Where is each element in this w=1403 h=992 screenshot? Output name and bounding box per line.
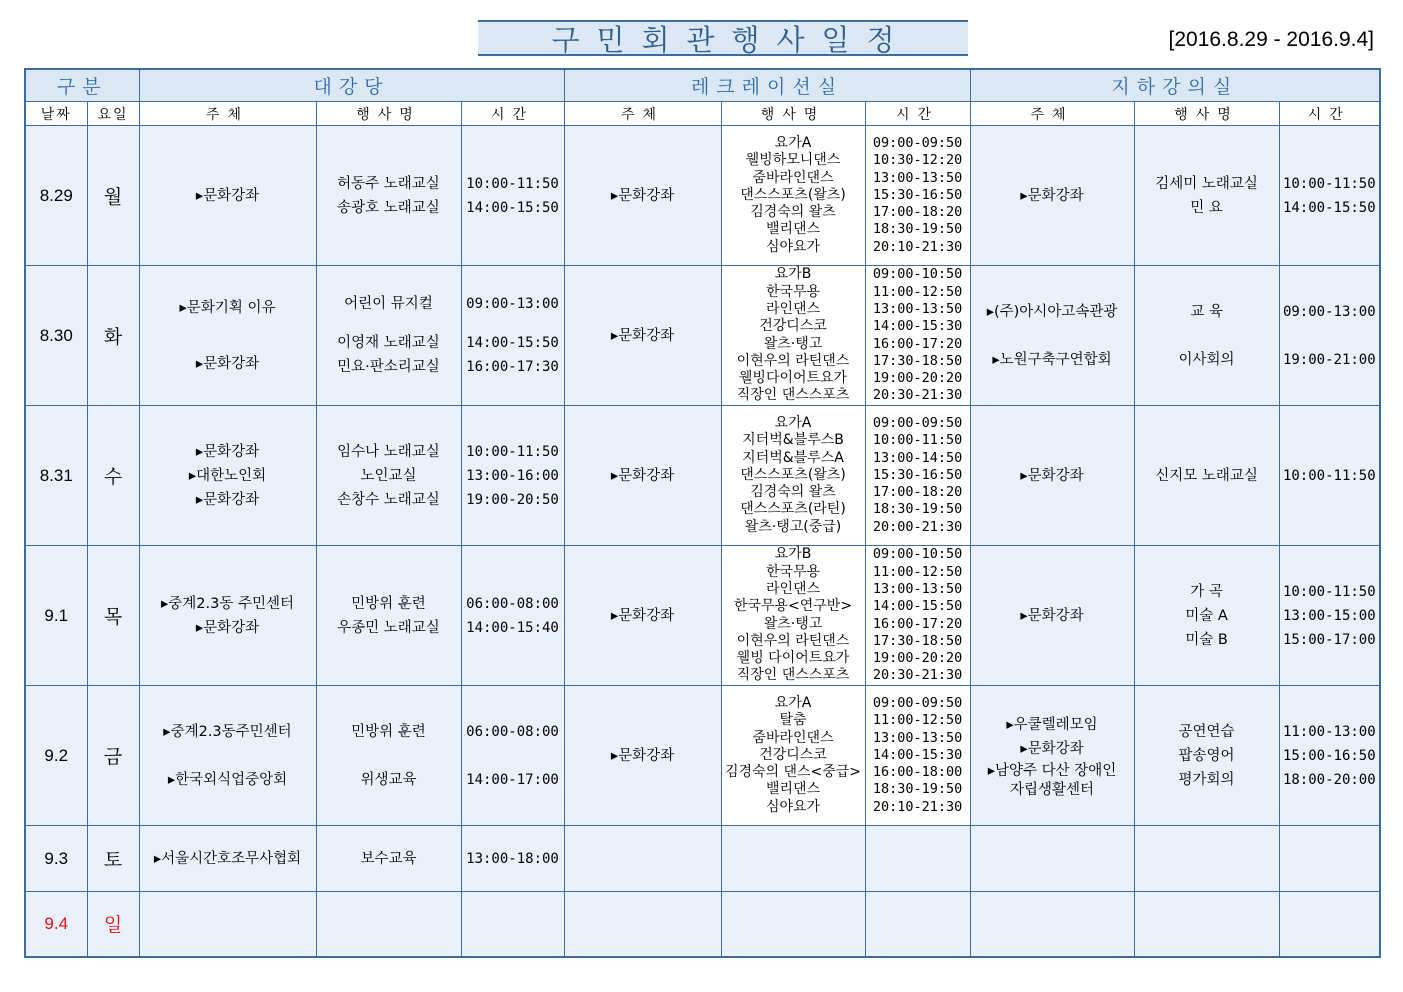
event-cell (316, 266, 461, 406)
date-cell: 9.4 (25, 892, 87, 957)
time-item: 16:00-18:00 (872, 764, 963, 781)
time-item: 20:10-21:30 (872, 238, 963, 255)
time-item: 20:00-21:30 (872, 518, 963, 535)
event-item: 가 곡 (1190, 583, 1223, 600)
event-item: 송광호 노래교실 (337, 199, 440, 216)
time-item: 19:00-21:00 (1282, 351, 1376, 368)
event-item: 웰빙하모니댄스 (745, 152, 841, 169)
event-item: 직장인 댄스스포츠 (736, 387, 850, 404)
host-cell (139, 686, 316, 826)
event-item: 건강디스코 (759, 318, 827, 335)
host-item: ▸우쿨렐레모임 (1006, 716, 1098, 733)
event-item: 요가B (774, 266, 812, 283)
event-cell (1134, 266, 1279, 406)
time-cell (1279, 546, 1380, 686)
event-cell (721, 126, 865, 266)
time-item: 09:00-09:50 (872, 134, 963, 151)
empty-cell (721, 892, 865, 957)
time-item: 17:30-18:50 (872, 352, 963, 369)
time-cell (1279, 686, 1380, 826)
header-row-columns (25, 102, 1380, 126)
event-item: 미술 B (1185, 631, 1228, 648)
event-item: 지터벅&블루스B (742, 432, 844, 449)
time-cell (461, 406, 564, 546)
time-item: 10:00-11:50 (466, 175, 559, 192)
event-cell (721, 266, 865, 406)
time-item: 16:00-17:20 (872, 335, 963, 352)
time-item: 13:00-13:50 (872, 580, 963, 597)
event-item: 줌바라인댄스 (752, 729, 834, 746)
date-cell: 8.30 (25, 266, 87, 406)
host-item: ▸중계2.3동주민센터 (163, 723, 292, 740)
host-item: 자립생활센터 (1010, 781, 1095, 798)
time-item: 13:00-13:50 (872, 169, 963, 186)
host-item: ▸(주)아시아고속관광 (986, 303, 1118, 320)
header-host: 주체 (970, 102, 1134, 126)
event-item: 댄스스포츠(라틴) (740, 501, 846, 518)
time-cell (461, 546, 564, 686)
host-cell (139, 126, 316, 266)
time-item: 10:00-11:50 (872, 432, 963, 449)
time-item: 16:00-17:30 (466, 359, 559, 375)
date-range: [2016.8.29 - 2016.9.4] (1168, 28, 1374, 51)
time-cell (461, 126, 564, 266)
host-cell (970, 266, 1134, 406)
time-item: 18:00-20:00 (1282, 771, 1376, 788)
event-cell (721, 686, 865, 826)
event-item: 지터벅&블루스A (742, 449, 844, 466)
event-cell (1134, 406, 1279, 546)
table-row (25, 266, 1380, 406)
event-cell (1134, 686, 1279, 826)
event-item: 요가B (774, 546, 812, 563)
event-cell (316, 686, 461, 826)
time-item: 14:00-17:00 (466, 771, 559, 788)
event-cell (316, 826, 461, 892)
event-item: 이현우의 라틴댄스 (736, 632, 850, 649)
host-item: ▸문화강좌 (1020, 607, 1084, 624)
time-item: 13:00-15:00 (1282, 607, 1376, 624)
event-item: 한국무용<연구반> (733, 598, 853, 615)
time-item: 14:00-15:50 (466, 335, 559, 351)
time-item: 19:00-20:20 (872, 650, 963, 667)
event-item: 웰빙다이어트요가 (738, 370, 848, 387)
time-item: 10:00-11:50 (466, 443, 559, 460)
event-item: 댄스스포츠(왈츠) (740, 186, 846, 203)
date-cell: 8.29 (25, 126, 87, 266)
event-item: 보수교육 (360, 850, 417, 867)
host-item: ▸문화강좌 (610, 187, 675, 204)
weekday-cell: 일 (87, 892, 139, 957)
time-item: 13:00-13:50 (872, 300, 963, 317)
time-item: 13:00-14:50 (872, 449, 963, 466)
empty-cell (461, 892, 564, 957)
time-item: 20:30-21:30 (872, 667, 963, 684)
time-item: 11:00-12:50 (872, 563, 963, 580)
event-item: 김경숙의 왈츠 (750, 204, 836, 221)
table-row (25, 686, 1380, 826)
host-item: ▸문화강좌 (1020, 187, 1084, 204)
event-item: 왈츠·탱고 (763, 335, 823, 352)
time-item: 19:00-20:50 (466, 491, 559, 508)
event-item: 손창수 노래교실 (337, 491, 440, 508)
time-item: 10:30-12:20 (872, 152, 963, 169)
time-item: 14:00-15:50 (466, 199, 559, 216)
event-item: 댄스스포츠(왈츠) (740, 466, 846, 483)
header-host: 주체 (564, 102, 721, 126)
header-event: 행사명 (1134, 102, 1279, 126)
time-cell (1279, 266, 1380, 406)
page-title: 구민회관행사일정 (478, 20, 968, 56)
host-item: ▸중계2.3동 주민센터 (161, 595, 294, 612)
event-item: 요가A (774, 134, 812, 151)
event-item: 신지모 노래교실 (1155, 467, 1258, 484)
time-item: 06:00-08:00 (466, 723, 559, 740)
event-item: 한국무용 (765, 563, 821, 580)
event-item: 민요·판소리교실 (337, 359, 440, 375)
time-item: 14:00-15:30 (872, 746, 963, 763)
host-item: ▸문화강좌 (610, 607, 675, 624)
empty-cell (721, 826, 865, 892)
host-item: ▸서울시간호조무사협회 (153, 850, 302, 867)
event-cell (316, 126, 461, 266)
time-item: 20:10-21:30 (872, 798, 963, 815)
time-item: 17:00-18:20 (872, 484, 963, 501)
host-item: ▸남양주 다산 장애인 (987, 762, 1117, 779)
time-item: 15:00-16:50 (1282, 747, 1376, 764)
event-item: 평가회의 (1178, 771, 1235, 788)
time-item: 09:00-09:50 (872, 694, 963, 711)
time-item: 11:00-13:00 (1282, 723, 1376, 740)
header-host: 주체 (139, 102, 316, 126)
date-cell: 8.31 (25, 406, 87, 546)
event-item: 라인댄스 (765, 300, 821, 317)
host-item: ▸문화강좌 (610, 327, 675, 344)
date-cell: 9.3 (25, 826, 87, 892)
table-row (25, 406, 1380, 546)
time-cell (461, 686, 564, 826)
time-item: 20:30-21:30 (872, 387, 963, 404)
event-item: 웰빙 다이어트요가 (736, 650, 850, 667)
empty-cell (1134, 826, 1279, 892)
time-item: 13:00-16:00 (466, 467, 559, 484)
event-item: 교 육 (1190, 303, 1223, 320)
host-item: ▸문화강좌 (195, 491, 260, 508)
host-cell (564, 546, 721, 686)
empty-cell (970, 826, 1134, 892)
event-cell (1134, 126, 1279, 266)
table-row (25, 892, 1380, 957)
host-item: ▸한국외식업중앙회 (167, 771, 288, 788)
event-item: 김세미 노래교실 (1155, 175, 1258, 192)
event-item: 라인댄스 (765, 580, 821, 597)
time-item: 09:00-10:50 (872, 546, 963, 563)
time-cell (865, 266, 970, 406)
time-item: 06:00-08:00 (466, 595, 559, 612)
event-cell (1134, 546, 1279, 686)
header-gubun: 구분 (25, 69, 139, 102)
event-item: 민 요 (1190, 199, 1223, 216)
time-item: 14:00-15:50 (1282, 199, 1376, 216)
host-cell (564, 266, 721, 406)
time-item: 09:00-13:00 (466, 296, 559, 312)
header-time: 시간 (461, 102, 564, 126)
header-row-halls (25, 69, 1380, 102)
time-item: 13:00-13:50 (872, 729, 963, 746)
host-cell (564, 126, 721, 266)
event-item: 왈츠·탱고 (763, 615, 823, 632)
host-cell (564, 686, 721, 826)
host-cell (970, 686, 1134, 826)
time-item: 10:00-11:50 (1282, 583, 1376, 600)
time-item: 11:00-12:50 (872, 283, 963, 300)
time-cell (461, 826, 564, 892)
event-cell (721, 546, 865, 686)
host-item: ▸문화강좌 (195, 619, 260, 636)
time-item: 14:00-15:50 (872, 598, 963, 615)
empty-cell (1134, 892, 1279, 957)
time-item: 18:30-19:50 (872, 501, 963, 518)
time-item: 16:00-17:20 (872, 615, 963, 632)
time-item: 13:00-18:00 (466, 850, 559, 867)
time-cell (1279, 126, 1380, 266)
time-item: 09:00-09:50 (872, 414, 963, 431)
event-item: 밸리댄스 (765, 781, 821, 798)
time-item: 10:00-11:50 (1282, 467, 1376, 484)
host-item: ▸문화강좌 (610, 467, 675, 484)
host-item: ▸문화강좌 (195, 443, 260, 460)
host-cell (139, 826, 316, 892)
host-item: ▸문화강좌 (195, 355, 260, 372)
schedule-table (24, 68, 1381, 958)
time-item: 17:30-18:50 (872, 632, 963, 649)
event-item: 우종민 노래교실 (337, 619, 440, 636)
header-time: 시간 (865, 102, 970, 126)
time-item: 15:30-16:50 (872, 466, 963, 483)
empty-cell (865, 826, 970, 892)
event-item: 이사회의 (1178, 351, 1235, 368)
header-weekday: 요일 (87, 102, 139, 126)
host-cell (970, 406, 1134, 546)
event-item: 허동주 노래교실 (337, 175, 440, 192)
empty-cell (316, 892, 461, 957)
event-item: 민방위 훈련 (351, 595, 426, 612)
time-cell (865, 126, 970, 266)
event-item: 어린이 뮤지컬 (344, 296, 433, 312)
time-item: 09:00-13:00 (1282, 303, 1376, 320)
table-row (25, 546, 1380, 686)
event-item: 미술 A (1185, 607, 1228, 624)
time-item: 09:00-10:50 (872, 266, 963, 283)
event-item: 민방위 훈련 (351, 723, 426, 740)
host-item: ▸문화강좌 (195, 187, 260, 204)
date-cell: 9.1 (25, 546, 87, 686)
empty-cell (139, 892, 316, 957)
event-item: 위생교육 (360, 771, 417, 788)
host-item: ▸대한노인회 (188, 467, 267, 484)
weekday-cell: 화 (87, 266, 139, 406)
empty-cell (564, 826, 721, 892)
event-item: 김경숙의 댄스<중급> (724, 764, 862, 781)
weekday-cell: 수 (87, 406, 139, 546)
event-cell (316, 406, 461, 546)
event-item: 이현우의 라틴댄스 (736, 352, 850, 369)
host-cell (139, 546, 316, 686)
event-item: 요가A (774, 414, 812, 431)
empty-cell (1279, 826, 1380, 892)
empty-cell (970, 892, 1134, 957)
time-item: 18:30-19:50 (872, 221, 963, 238)
time-cell (865, 546, 970, 686)
event-item: 심야요가 (765, 798, 821, 815)
header-hall-recreation: 레크레이션실 (564, 69, 970, 102)
time-cell (865, 406, 970, 546)
event-item: 한국무용 (765, 283, 821, 300)
host-item: ▸노원구축구연합회 (992, 351, 1112, 368)
time-cell (461, 266, 564, 406)
time-item: 11:00-12:50 (872, 712, 963, 729)
host-item: ▸문화강좌 (1020, 740, 1084, 757)
event-item: 줌바라인댄스 (752, 169, 834, 186)
event-item: 노인교실 (360, 467, 417, 484)
time-item: 10:00-11:50 (1282, 175, 1376, 192)
event-item: 김경숙의 왈츠 (750, 484, 836, 501)
table-row (25, 826, 1380, 892)
header-date: 날짜 (25, 102, 87, 126)
header-hall-auditorium: 대강당 (139, 69, 564, 102)
weekday-cell: 월 (87, 126, 139, 266)
weekday-cell: 금 (87, 686, 139, 826)
event-item: 요가A (774, 694, 812, 711)
date-cell: 9.2 (25, 686, 87, 826)
event-item: 탈춤 (779, 712, 807, 729)
time-item: 19:00-20:20 (872, 370, 963, 387)
time-cell (865, 686, 970, 826)
event-item: 건강디스코 (759, 746, 827, 763)
event-cell (316, 546, 461, 686)
host-item: ▸문화기획 이유 (179, 299, 276, 316)
event-item: 직장인 댄스스포츠 (736, 667, 850, 684)
host-cell (970, 546, 1134, 686)
host-item: ▸문화강좌 (1020, 467, 1084, 484)
header-time: 시간 (1279, 102, 1380, 126)
header-event: 행사명 (316, 102, 461, 126)
time-item: 18:30-19:50 (872, 781, 963, 798)
time-item: 15:30-16:50 (872, 186, 963, 203)
host-cell (564, 406, 721, 546)
event-item: 임수나 노래교실 (337, 443, 440, 460)
host-cell (139, 266, 316, 406)
time-cell (1279, 406, 1380, 546)
host-cell (139, 406, 316, 546)
header-event: 행사명 (721, 102, 865, 126)
event-item: 심야요가 (765, 238, 821, 255)
header-hall-basement: 지하강의실 (970, 69, 1380, 102)
time-item: 17:00-18:20 (872, 204, 963, 221)
empty-cell (865, 892, 970, 957)
host-item: ▸문화강좌 (610, 747, 675, 764)
time-item: 15:00-17:00 (1282, 631, 1376, 648)
event-cell (721, 406, 865, 546)
time-item: 14:00-15:30 (872, 318, 963, 335)
empty-cell (1279, 892, 1380, 957)
host-cell (970, 126, 1134, 266)
event-item: 밸리댄스 (765, 221, 821, 238)
weekday-cell: 목 (87, 546, 139, 686)
time-item: 14:00-15:40 (466, 619, 559, 636)
table-row (25, 126, 1380, 266)
event-item: 왈츠·탱고(중급) (744, 518, 842, 535)
event-item: 공연연습 (1178, 723, 1235, 740)
event-item: 팝송영어 (1178, 747, 1235, 764)
event-item: 이영재 노래교실 (337, 335, 440, 351)
weekday-cell: 토 (87, 826, 139, 892)
empty-cell (564, 892, 721, 957)
